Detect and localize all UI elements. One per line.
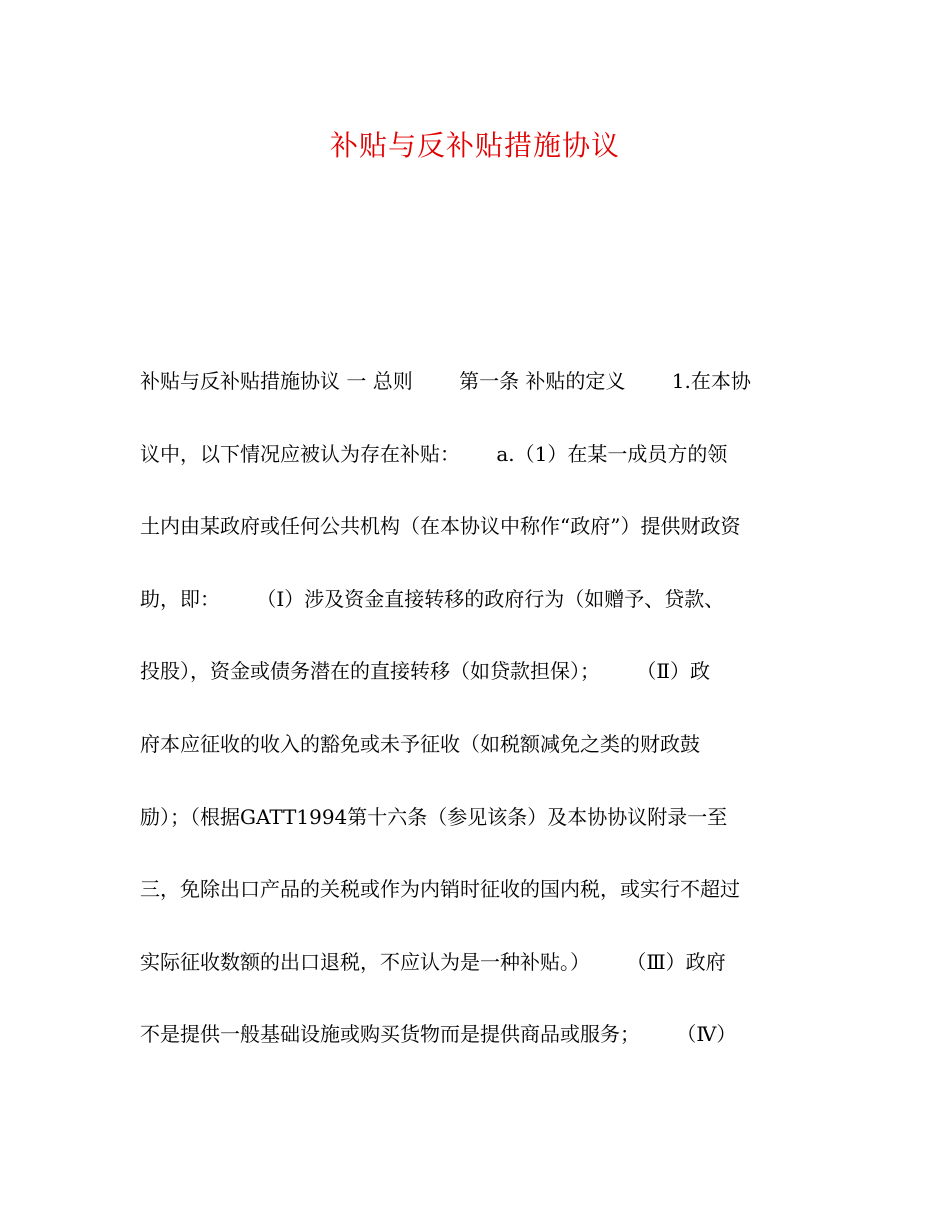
body-line: 三，免除出口产品的关税或作为内销时征收的国内税，或实行不超过	[140, 877, 740, 902]
document-body	[140, 345, 820, 1071]
body-line: 议中，以下情况应被认为存在补贴： a.（1）在某一成员方的领	[140, 441, 728, 466]
body-line: 补贴与反补贴措施协议 一 总则 第一条 补贴的定义 1.在本协	[140, 369, 751, 393]
body-line: 投股），资金或债务潜在的直接转移（如贷款担保）； （Ⅱ）政	[140, 659, 710, 684]
body-line: 助，即： （I）涉及资金直接转移的政府行为（如赠予、贷款、	[140, 586, 725, 611]
document-title: 补贴与反补贴措施协议	[329, 129, 620, 162]
body-line: 不是提供一般基础设施或购买货物而是提供商品或服务； （Ⅳ）	[140, 1022, 737, 1047]
body-line: 府本应征收的收入的豁免或未予征收（如税额减免之类的财政鼓	[140, 731, 700, 756]
body-line: 励）；（根据GATT1994第十六条（参见该条）及本协协议附录一至	[140, 804, 728, 829]
body-line: 实际征收数额的出口退税，不应认为是一种补贴。） （Ⅲ）政府	[140, 949, 726, 974]
body-line: 土内由某政府或任何公共机构（在本协议中称作“政府”）提供财政资	[140, 514, 741, 539]
